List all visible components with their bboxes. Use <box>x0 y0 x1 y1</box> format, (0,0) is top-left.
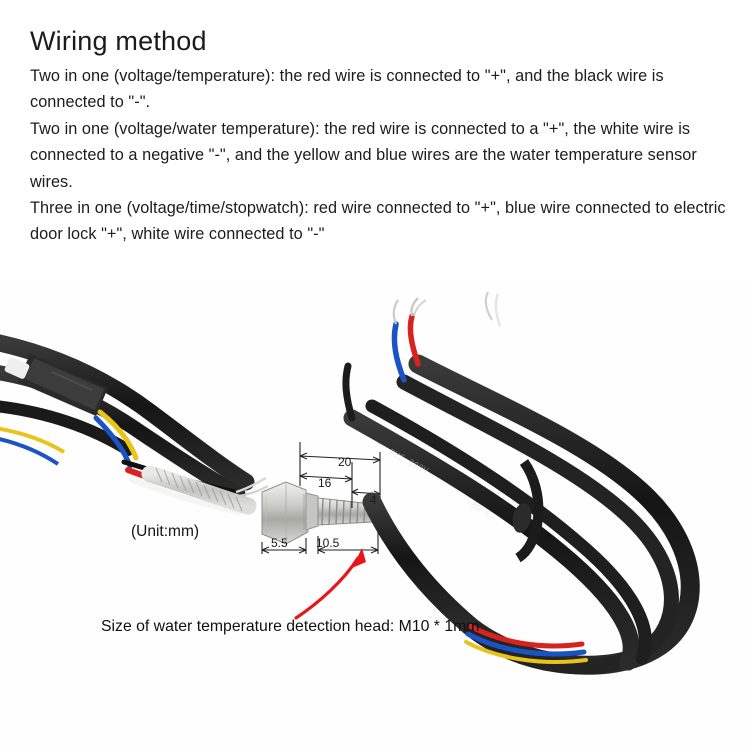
dimension-body-length: 16 <box>318 476 332 490</box>
wiring-paragraph-3: Three in one (voltage/time/stopwatch): red wire connected to "+", blue wire connected to electric door lock "+", white wire connected to "-" <box>30 199 726 244</box>
dimension-thread-length: 4 <box>370 493 377 507</box>
size-note: Size of water temperature detection head: M10 * 1mm <box>101 618 480 635</box>
wiring-paragraph-2: Two in one (voltage/water temperature): the red wire is connected to a "+", the white wire is connected to a negative "-", and the yellow and blue wires are the water temperature sensor wires. <box>30 119 697 191</box>
page-title: Wiring method <box>30 26 207 56</box>
dimension-thread-diameter: 10.5 <box>316 536 340 550</box>
svg-text:PVC 300V: PVC 300V <box>386 447 430 478</box>
svg-text:80°C: 80°C <box>468 500 492 521</box>
dimension-hex-width: 5.5 <box>271 536 288 550</box>
dimension-total-length: 20 <box>338 455 352 469</box>
wiring-paragraph-1: Two in one (voltage/temperature): the red wire is connected to "+", and the black wire is connected to "-". <box>30 67 664 112</box>
unit-note: (Unit:mm) <box>131 523 200 540</box>
photo-artwork <box>0 286 750 750</box>
product-photo <box>0 286 750 750</box>
wiring-text-block <box>30 26 730 248</box>
